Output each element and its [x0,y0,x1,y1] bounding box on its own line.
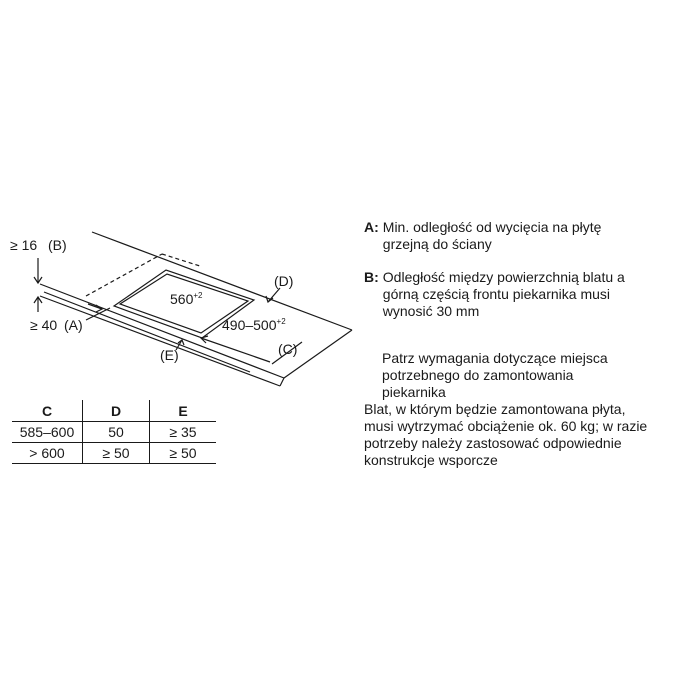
worktop-right-end-bottom [280,378,284,386]
label-d: (D) [274,273,294,289]
table-cell: 50 [83,422,150,443]
label-cut-depth: $490-500^{+2}$ [222,317,286,333]
table-header-row [12,400,216,422]
hidden-line-1 [86,254,162,296]
label-min40: ≥ 40 [30,317,58,333]
worktop-back-edge [92,232,352,330]
table-header-d: D [83,400,150,422]
legend-note-worktop: Blat, w którym będzie zamontowana płyta, musi wytrzymać obciążenie ok. 60 kg; w razie potrzeby należy zastosować odpowiednie konstrukcje wsporcze [364,401,648,468]
table-cell: ≥ 50 [83,443,150,464]
label-b: (B) [48,237,67,253]
label-a: (A) [64,317,83,333]
worktop-bottom-edge [40,296,280,386]
legend-a-key: A: [364,219,379,235]
table-header-c: C [12,400,83,422]
legend-b-key: B: [364,269,379,285]
table-cell: 585–600 [12,422,83,443]
dimension-table [12,400,216,464]
legend-note-oven: Patrz wymagania dotyczące miejsca potrzebnego do zamontowania piekarnika [382,350,608,400]
legend-b-text: Odległość między powierzchnią blatu a górną częścią frontu piekarnika musi wynosić 30 mm [382,269,625,319]
legend-a [364,219,601,253]
label-min16: ≥ 16 [10,237,38,253]
legend-b [364,269,625,320]
table-cell: ≥ 50 [150,443,217,464]
label-c: (C) [278,341,298,357]
table-cell: > 600 [12,443,83,464]
table-row [12,443,216,464]
legend-a-text: Min. odległość od wycięcia na płytę grzejną do ściany [382,219,602,252]
table-row [12,422,216,443]
table-header-e: E [150,400,217,422]
label-cut-width: $560^{+2}$ [170,291,203,307]
table-cell: ≥ 35 [150,422,217,443]
label-e: (E) [160,347,179,363]
